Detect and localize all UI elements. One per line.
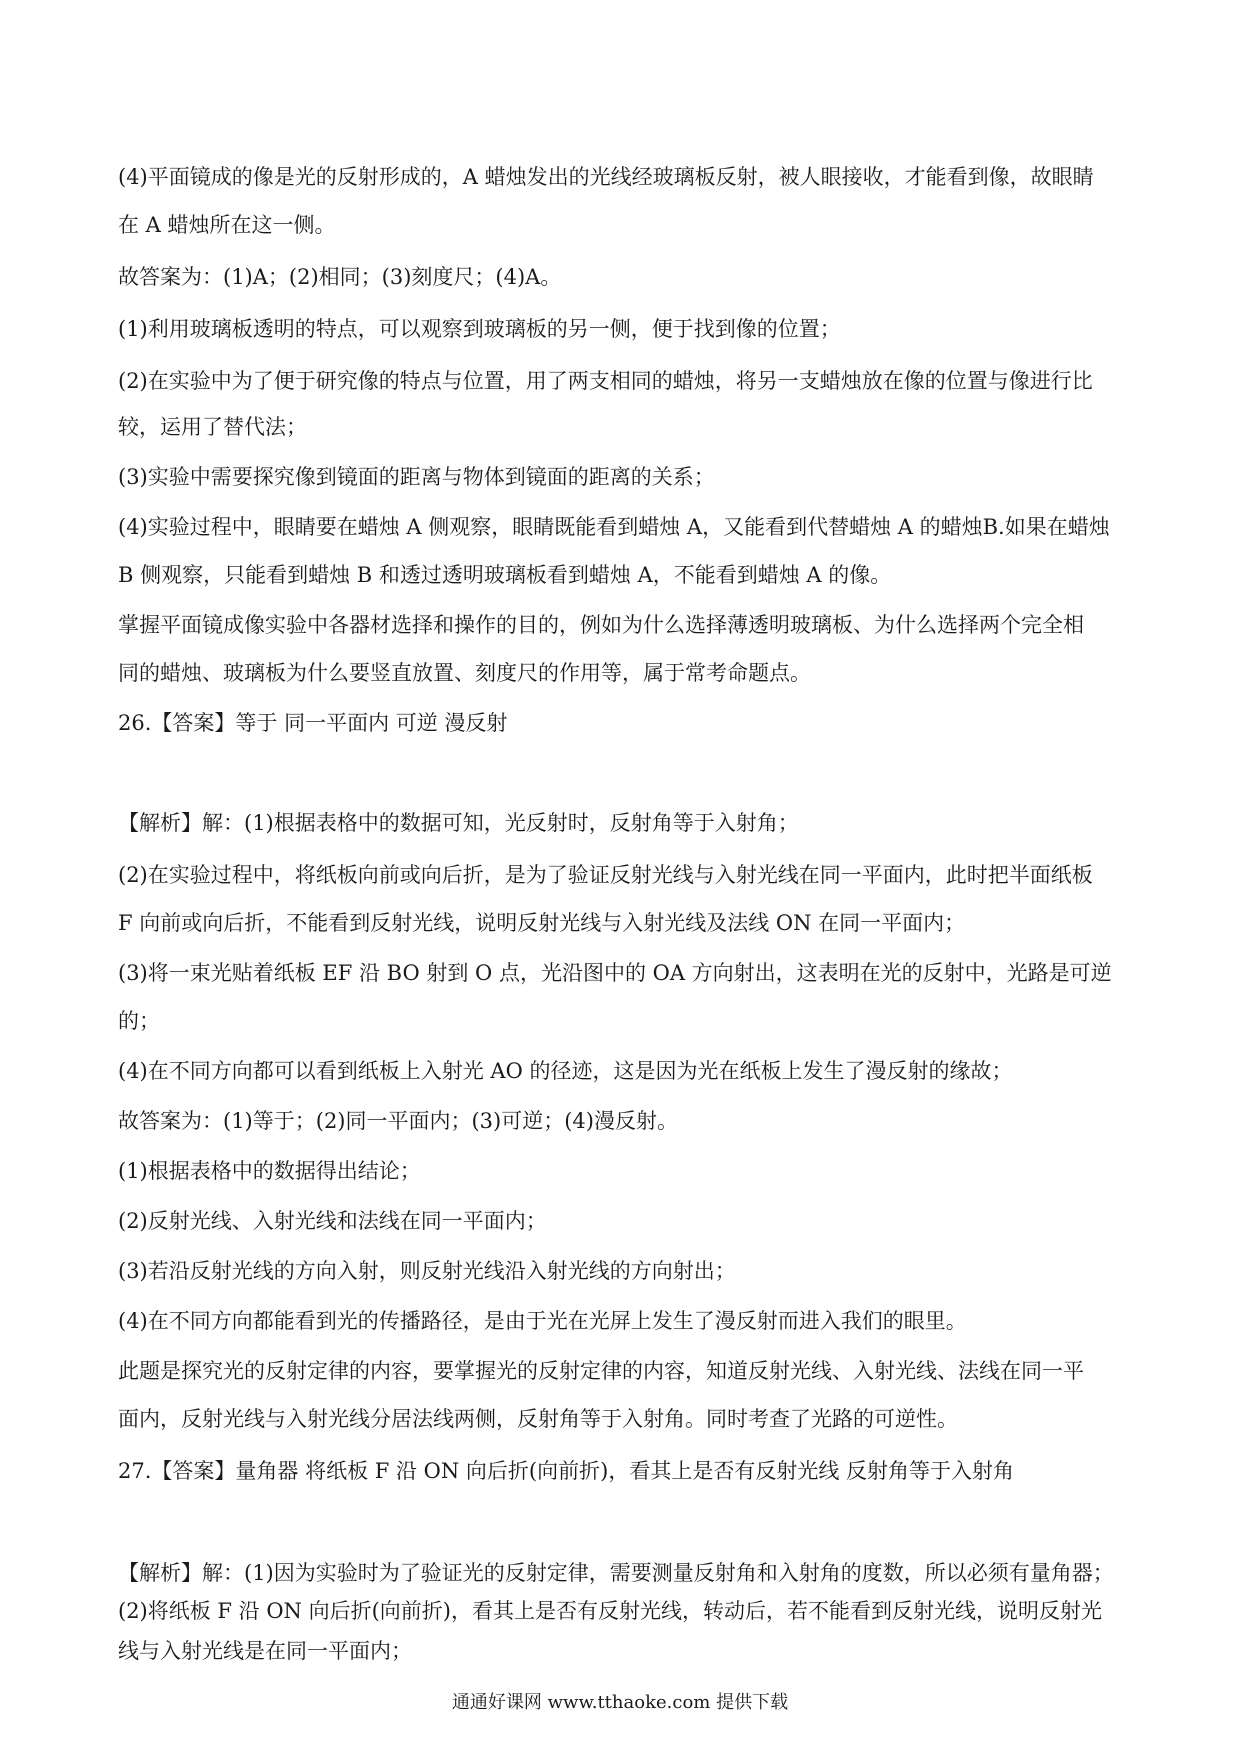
text-line: (1)利用玻璃板透明的特点，可以观察到玻璃板的另一侧，便于找到像的位置； <box>118 317 841 341</box>
text-line: 的； <box>118 1009 160 1033</box>
text-line: (2)在实验过程中，将纸板向前或向后折，是为了验证反射光线与入射光线在同一平面内，此时把半面纸板 <box>118 863 1093 887</box>
text-line: 线与入射光线是在同一平面内； <box>118 1639 412 1663</box>
text-line: (3)实验中需要探究像到镜面的距离与物体到镜面的距离的关系； <box>118 465 715 489</box>
text-line: 同的蜡烛、玻璃板为什么要竖直放置、刻度尺的作用等，属于常考命题点。 <box>118 661 811 685</box>
analysis-26: 【解析】解：(1)根据表格中的数据可知，光反射时，反射角等于入射角； <box>118 811 799 835</box>
text-line: 在 A 蜡烛所在这一侧。 <box>118 213 336 237</box>
text-line: 故答案为：(1)等于；(2)同一平面内；(3)可逆；(4)漫反射。 <box>118 1109 678 1133</box>
text-line: B 侧观察，只能看到蜡烛 B 和透过透明玻璃板看到蜡烛 A，不能看到蜡烛 A 的像。 <box>118 563 892 587</box>
text-line: 此题是探究光的反射定律的内容，要掌握光的反射定律的内容，知道反射光线、入射光线、法线在同一平 <box>118 1359 1084 1383</box>
page-footer: 通通好课网 www.tthaoke.com 提供下载 <box>451 1692 789 1713</box>
answer-27: 27.【答案】量角器 将纸板 F 沿 ON 向后折(向前折)，看其上是否有反射光线 反射角等于入射角 <box>118 1459 1014 1483</box>
answer-26: 26.【答案】等于 同一平面内 可逆 漫反射 <box>118 711 508 735</box>
text-line: 面内，反射光线与入射光线分居法线两侧，反射角等于入射角。同时考查了光路的可逆性。 <box>118 1407 958 1431</box>
text-line: (1)根据表格中的数据得出结论； <box>118 1159 421 1183</box>
text-line: 较，运用了替代法； <box>118 415 307 439</box>
text-line: (2)将纸板 F 沿 ON 向后折(向前折)，看其上是否有反射光线，转动后，若不能看到反射光线，说明反射光 <box>118 1599 1102 1623</box>
text-line: 掌握平面镜成像实验中各器材选择和操作的目的，例如为什么选择薄透明玻璃板、为什么选择两个完全相 <box>118 613 1084 637</box>
text-line: (2)反射光线、入射光线和法线在同一平面内； <box>118 1209 547 1233</box>
text-line: (2)在实验中为了便于研究像的特点与位置，用了两支相同的蜡烛，将另一支蜡烛放在像的位置与像进行比 <box>118 369 1093 393</box>
text-line: 故答案为：(1)A；(2)相同；(3)刻度尺；(4)A。 <box>118 265 562 289</box>
text-line: (3)若沿反射光线的方向入射，则反射光线沿入射光线的方向射出； <box>118 1259 736 1283</box>
text-line: (4)在不同方向都可以看到纸板上入射光 AO 的径迹，这是因为光在纸板上发生了漫反射的缘故； <box>118 1059 1013 1083</box>
text-line: (4)平面镜成的像是光的反射形成的，A 蜡烛发出的光线经玻璃板反射，被人眼接收，才能看到像，故眼睛 <box>118 165 1094 189</box>
text-line: F 向前或向后折，不能看到反射光线，说明反射光线与入射光线及法线 ON 在同一平面内； <box>118 911 966 935</box>
text-line: (4)在不同方向都能看到光的传播路径，是由于光在光屏上发生了漫反射而进入我们的眼里。 <box>118 1309 967 1333</box>
text-line: (3)将一束光贴着纸板 EF 沿 BO 射到 O 点，光沿图中的 OA 方向射出，这表明在光的反射中，光路是可逆 <box>118 961 1112 985</box>
analysis-27: 【解析】解：(1)因为实验时为了验证光的反射定律，需要测量反射角和入射角的度数，所以必须有量角器； <box>118 1561 1114 1585</box>
text-line: (4)实验过程中，眼睛要在蜡烛 A 侧观察，眼睛既能看到蜡烛 A，又能看到代替蜡烛 A 的蜡烛B.如果在蜡烛 <box>118 515 1110 539</box>
